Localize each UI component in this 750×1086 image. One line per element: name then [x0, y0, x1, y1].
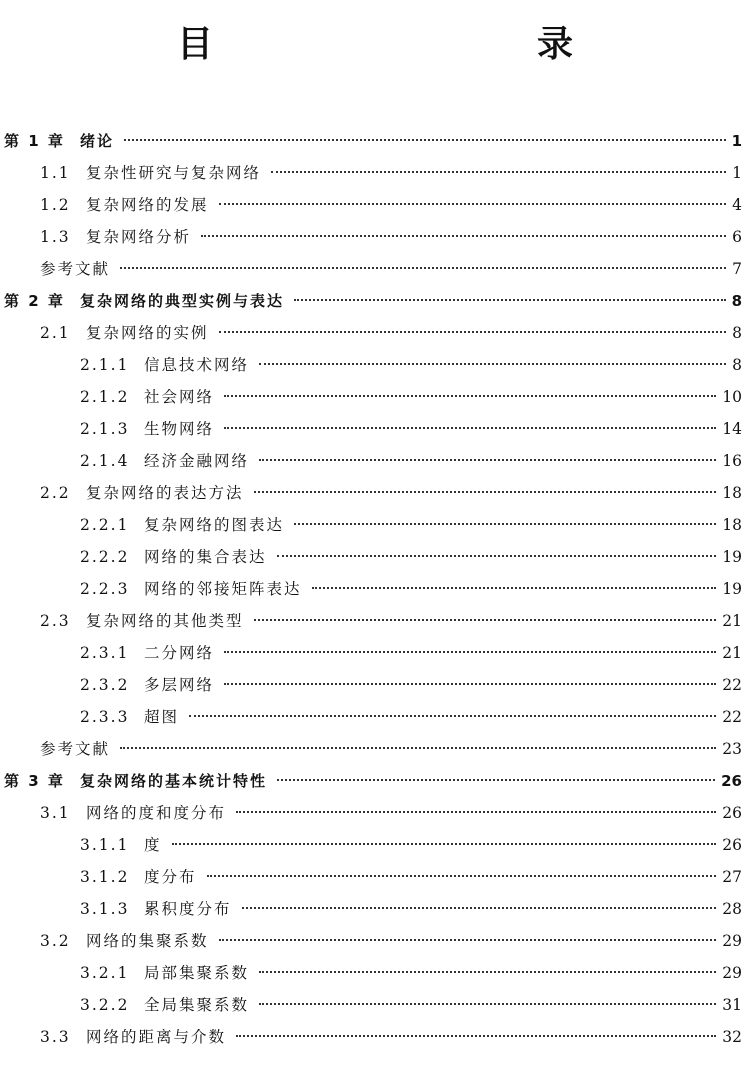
entry-title: 参考文献: [40, 740, 111, 758]
entry-number: 3.1.1: [80, 836, 130, 854]
entry-number: 3.1: [40, 804, 71, 822]
page-number: 22: [722, 676, 742, 694]
entry-title: 多层网络: [144, 676, 215, 694]
page-number: 28: [722, 900, 742, 918]
entry-number: 第 1 章: [4, 132, 65, 150]
dot-leader: [254, 619, 717, 621]
page-number: 7: [732, 260, 742, 278]
dot-leader: [259, 363, 726, 365]
toc-section-entry[interactable]: [0, 157, 742, 189]
dot-leader: [294, 523, 716, 525]
toc-section-entry[interactable]: [0, 1021, 742, 1053]
dot-leader: [224, 683, 716, 685]
entry-title: 局部集聚系数: [144, 964, 250, 982]
page-number: 4: [732, 196, 742, 214]
entry-title: 绪论: [80, 132, 115, 150]
toc-subsection-entry[interactable]: [0, 349, 742, 381]
dot-leader: [259, 459, 716, 461]
entry-number: 3.3: [40, 1028, 71, 1046]
table-of-contents: [0, 125, 742, 1053]
entry-title: 信息技术网络: [144, 356, 250, 374]
page-number: 32: [722, 1028, 742, 1046]
page-title: 目 录: [176, 23, 657, 65]
toc-subsection-entry[interactable]: [0, 573, 742, 605]
page-number: 18: [722, 484, 742, 502]
entry-number: 2.1.4: [80, 452, 130, 470]
dot-leader: [219, 939, 717, 941]
entry-number: 2.3.1: [80, 644, 130, 662]
page-number: 21: [722, 644, 742, 662]
entry-title: 网络的集聚系数: [86, 932, 209, 950]
toc-section-entry[interactable]: [0, 221, 742, 253]
toc-chapter-entry[interactable]: [0, 285, 742, 317]
entry-number: 3.1.2: [80, 868, 130, 886]
page-number: 18: [722, 516, 742, 534]
dot-leader: [224, 395, 716, 397]
page-number: 8: [731, 292, 742, 310]
toc-subsection-entry[interactable]: [0, 445, 742, 477]
toc-section-entry[interactable]: [0, 605, 742, 637]
page-number: 6: [732, 228, 742, 246]
entry-number: 1.1: [40, 164, 71, 182]
dot-leader: [271, 171, 726, 173]
entry-number: 第 2 章: [4, 292, 65, 310]
dot-leader: [219, 331, 727, 333]
toc-subsection-entry[interactable]: [0, 509, 742, 541]
toc-section-entry[interactable]: [0, 797, 742, 829]
page-number: 1: [731, 132, 742, 150]
toc-chapter-entry[interactable]: [0, 125, 742, 157]
dot-leader: [201, 235, 726, 237]
toc-section-entry[interactable]: [0, 477, 742, 509]
entry-title: 复杂网络分析: [86, 228, 192, 246]
entry-title: 复杂网络的图表达: [144, 516, 285, 534]
toc-section-entry[interactable]: [0, 189, 742, 221]
dot-leader: [254, 491, 717, 493]
entry-title: 复杂性研究与复杂网络: [86, 164, 262, 182]
page-number: 26: [722, 804, 742, 822]
entry-number: 第 3 章: [4, 772, 65, 790]
entry-title: 复杂网络的典型实例与表达: [80, 292, 285, 310]
dot-leader: [219, 203, 727, 205]
entry-number: 1.2: [40, 196, 71, 214]
toc-section-entry[interactable]: [0, 733, 742, 765]
dot-leader: [120, 747, 716, 749]
entry-number: 3.2: [40, 932, 71, 950]
page-number: 26: [722, 836, 742, 854]
page-number: 27: [722, 868, 742, 886]
entry-title: 参考文献: [40, 260, 111, 278]
entry-title: 全局集聚系数: [144, 996, 250, 1014]
entry-title: 复杂网络的其他类型: [86, 612, 244, 630]
dot-leader: [294, 299, 726, 301]
dot-leader: [242, 907, 717, 909]
page-number: 26: [721, 772, 742, 790]
entry-title: 网络的邻接矩阵表达: [144, 580, 302, 598]
entry-title: 累积度分布: [144, 900, 232, 918]
toc-subsection-entry[interactable]: [0, 413, 742, 445]
page-number: 23: [722, 740, 742, 758]
toc-subsection-entry[interactable]: [0, 957, 742, 989]
entry-title: 复杂网络的基本统计特性: [80, 772, 268, 790]
toc-section-entry[interactable]: [0, 317, 742, 349]
toc-subsection-entry[interactable]: [0, 637, 742, 669]
entry-title: 经济金融网络: [144, 452, 250, 470]
dot-leader: [120, 267, 726, 269]
entry-number: 1.3: [40, 228, 71, 246]
entry-number: 2.1.3: [80, 420, 130, 438]
entry-title: 社会网络: [144, 388, 215, 406]
page-number: 22: [722, 708, 742, 726]
dot-leader: [259, 1003, 716, 1005]
entry-number: 2.3.3: [80, 708, 130, 726]
entry-number: 2.1.1: [80, 356, 130, 374]
dot-leader: [189, 715, 716, 717]
toc-chapter-entry[interactable]: [0, 765, 742, 797]
toc-section-entry[interactable]: [0, 925, 742, 957]
dot-leader: [124, 139, 726, 141]
page-number: 1: [732, 164, 742, 182]
entry-number: 2.1.2: [80, 388, 130, 406]
entry-title: 二分网络: [144, 644, 215, 662]
entry-number: 2.3.2: [80, 676, 130, 694]
toc-subsection-entry[interactable]: [0, 829, 742, 861]
toc-subsection-entry[interactable]: [0, 541, 742, 573]
entry-title: 复杂网络的实例: [86, 324, 209, 342]
page-number: 10: [722, 388, 742, 406]
page-number: 8: [732, 324, 742, 342]
dot-leader: [207, 875, 717, 877]
toc-subsection-entry[interactable]: [0, 893, 742, 925]
dot-leader: [259, 971, 716, 973]
dot-leader: [236, 811, 716, 813]
entry-number: 2.2: [40, 484, 71, 502]
page-number: 16: [722, 452, 742, 470]
toc-subsection-entry[interactable]: [0, 669, 742, 701]
page-number: 8: [732, 356, 742, 374]
page-number: 19: [722, 548, 742, 566]
entry-number: 2.2.3: [80, 580, 130, 598]
entry-title: 网络的度和度分布: [86, 804, 227, 822]
entry-number: 3.2.1: [80, 964, 130, 982]
dot-leader: [224, 651, 716, 653]
entry-title: 网络的集合表达: [144, 548, 267, 566]
entry-title: 生物网络: [144, 420, 215, 438]
dot-leader: [224, 427, 716, 429]
entry-title: 网络的距离与介数: [86, 1028, 227, 1046]
toc-subsection-entry[interactable]: [0, 861, 742, 893]
entry-number: 2.1: [40, 324, 71, 342]
entry-title: 度: [144, 836, 162, 854]
toc-section-entry[interactable]: [0, 253, 742, 285]
dot-leader: [277, 555, 717, 557]
dot-leader: [172, 843, 717, 845]
dot-leader: [277, 779, 715, 781]
entry-number: 2.3: [40, 612, 71, 630]
entry-number: 2.2.1: [80, 516, 130, 534]
toc-subsection-entry[interactable]: [0, 381, 742, 413]
toc-subsection-entry[interactable]: [0, 701, 742, 733]
toc-subsection-entry[interactable]: [0, 989, 742, 1021]
entry-title: 度分布: [144, 868, 197, 886]
entry-title: 复杂网络的表达方法: [86, 484, 244, 502]
entry-number: 3.2.2: [80, 996, 130, 1014]
dot-leader: [236, 1035, 716, 1037]
page-number: 31: [722, 996, 742, 1014]
entry-title: 超图: [144, 708, 180, 726]
entry-number: 3.1.3: [80, 900, 130, 918]
page-number: 19: [722, 580, 742, 598]
dot-leader: [312, 587, 717, 589]
page-number: 29: [722, 964, 742, 982]
entry-number: 2.2.2: [80, 548, 130, 566]
page-number: 29: [722, 932, 742, 950]
page-number: 14: [722, 420, 742, 438]
page-number: 21: [722, 612, 742, 630]
entry-title: 复杂网络的发展: [86, 196, 209, 214]
